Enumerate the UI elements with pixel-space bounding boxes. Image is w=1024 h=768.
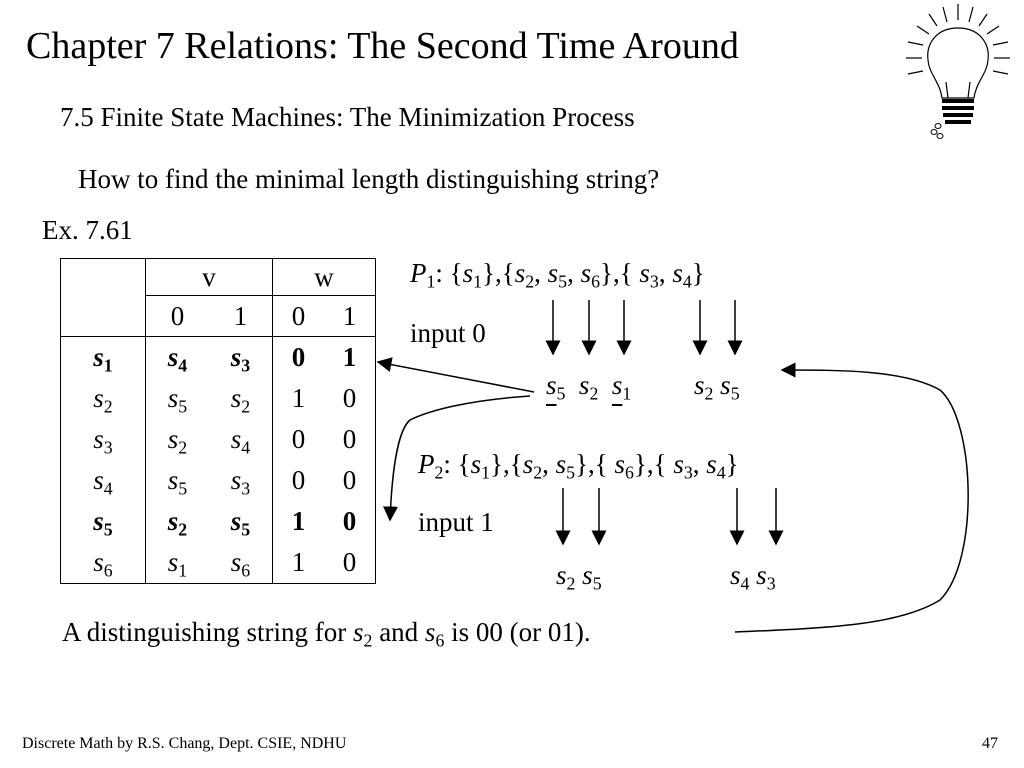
row-outputs-5: 1 0 — [291, 506, 357, 536]
conclusion-text: A distinguishing string for $s_2$ and $s_6$ is 00 (or 01). — [62, 617, 591, 651]
input-1-label: input 1 — [418, 507, 494, 537]
row-state-4: $s_4$ — [93, 465, 113, 499]
row-state-5: $s_5$ — [93, 506, 113, 540]
row-state-2: $s_2$ — [93, 383, 113, 417]
partition-p2: $P_2$: $\{s_1\},\{s_2$, $s_5$},{ $s_6$},{ $s_3$, $s_4$} — [418, 449, 739, 483]
row-outputs-2: 1 0 — [291, 383, 357, 413]
input1-result-group1: $s_2$ $s_5$ — [556, 560, 602, 594]
subheader-w1: 1 — [342, 300, 357, 331]
col-header-v: v — [146, 259, 273, 296]
example-label: Ex. 7.61 — [42, 215, 133, 245]
row-next-states-2: $s_5$ $s_2$ — [167, 383, 251, 417]
p1-subscript: 1 — [426, 271, 436, 292]
conclusion-and: and — [379, 617, 419, 647]
subheader-w0: 0 — [291, 300, 306, 331]
col-header-w: w — [273, 259, 376, 296]
input0-result-group1: $s_5$ $s_2$ $s_1$ — [546, 370, 632, 404]
p2-symbol: P — [418, 449, 435, 479]
subheader-v1: 1 — [233, 300, 248, 331]
input-0-label: input 0 — [410, 318, 486, 348]
input1-result-group2: $s_4$ $s_3$ — [730, 560, 776, 594]
input0-result-group2: $s_2$ $s_5$ — [694, 370, 740, 404]
row-next-states-5: $s_2$ $s_5$ — [167, 506, 251, 540]
row-state-1: $s_1$ — [93, 342, 113, 376]
row-state-6: $s_6$ — [93, 547, 113, 581]
page-number: 47 — [982, 735, 998, 752]
subheader-v0: 0 — [170, 300, 185, 331]
row-outputs-4: 0 0 — [291, 465, 357, 495]
row-next-states-3: $s_2$ $s_4$ — [167, 424, 251, 458]
row-state-3: $s_3$ — [93, 424, 113, 458]
p1-symbol: P — [410, 258, 427, 288]
row-outputs-1: 0 1 — [291, 342, 357, 372]
row-next-states-1: $s_4$ $s_3$ — [167, 342, 251, 376]
p2-subscript: 2 — [434, 462, 444, 483]
question-text: How to find the minimal length distinguishing string? — [78, 164, 660, 194]
row-next-states-4: $s_5$ $s_3$ — [167, 465, 251, 499]
row-next-states-6: $s_1$ $s_6$ — [167, 547, 251, 581]
conclusion-suffix: is 00 (or 01). — [451, 617, 591, 647]
partition-p1: $P_1$: $\{s_1\},\{s_2$, $s_5$, $s_6$},{ $s_3$, $s_4$} — [410, 258, 705, 292]
row-outputs-6: 1 0 — [291, 547, 357, 577]
row-outputs-3: 0 0 — [291, 424, 357, 454]
conclusion-prefix: A distinguishing string for — [62, 617, 347, 647]
section-subtitle: 7.5 Finite State Machines: The Minimization Process — [60, 102, 635, 132]
footer-credit: Discrete Math by R.S. Chang, Dept. CSIE, NDHU — [22, 735, 347, 752]
page-title: Chapter 7 Relations: The Second Time Around — [26, 25, 739, 67]
